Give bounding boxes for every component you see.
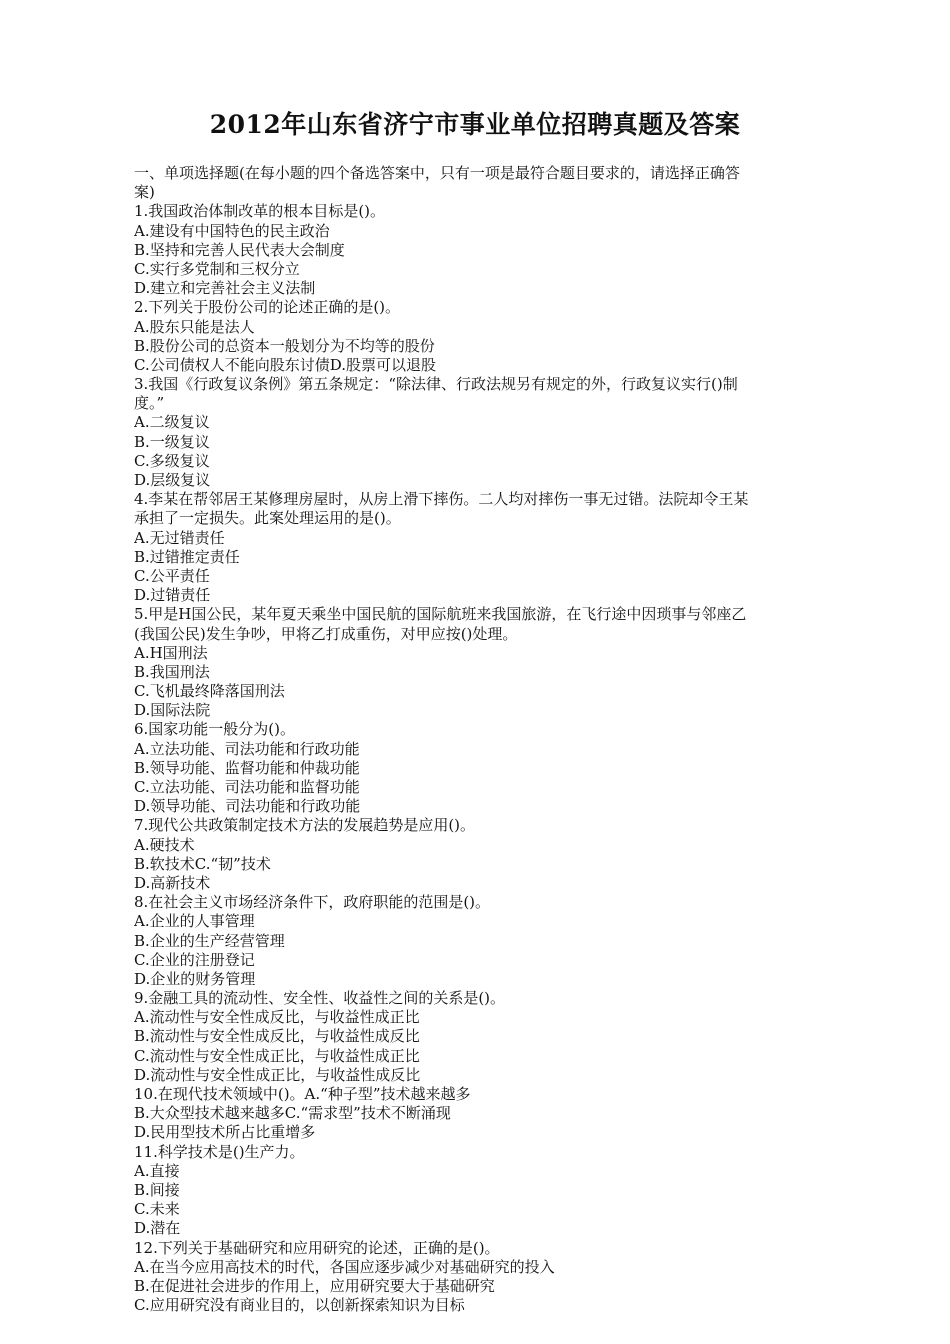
text-line: D.国际法院	[134, 701, 211, 720]
text-line: 4.李某在帮邻居王某修理房屋时，从房上滑下摔伤。二人均对摔伤一事无过错。法院却令王某	[134, 490, 749, 509]
text-line: C.公司债权人不能向股东讨债D.股票可以退股	[134, 355, 436, 374]
text-line: A.在当今应用高技术的时代，各国应逐步减少对基础研究的投入	[134, 1257, 555, 1276]
text-line: 10.在现代技术领域中()。A.“种子型”技术越来越多	[134, 1085, 471, 1103]
text-line: 12.下列关于基础研究和应用研究的论述，正确的是()。	[134, 1238, 500, 1257]
text-line: C.公平责任	[134, 566, 210, 585]
text-line: C.应用研究没有商业目的，以创新探索知识为目标	[134, 1296, 465, 1315]
text-line: 8.在社会主义市场经济条件下，政府职能的范围是()。	[134, 893, 491, 912]
text-line: A.企业的人事管理	[134, 912, 255, 931]
text-line: 3.我国《行政复议条例》第五条规定：“除法律、行政法规另有规定的外，行政复议实行()制	[134, 375, 738, 394]
text-line: A.立法功能、司法功能和行政功能	[134, 739, 360, 758]
text-line: C.飞机最终降落国刑法	[134, 682, 285, 701]
text-line: 度。”	[134, 394, 165, 413]
text-line: A.硬技术	[134, 835, 195, 854]
text-line: B.我国刑法	[134, 662, 210, 681]
text-line: 6.国家功能一般分为()。	[134, 720, 296, 739]
document-title: 2012年山东省济宁市事业单位招聘真题及答案	[209, 110, 741, 139]
text-line: B.领导功能、监督功能和仲裁功能	[134, 758, 360, 777]
text-line: C.立法功能、司法功能和监督功能	[134, 778, 360, 796]
text-line: A.直接	[134, 1161, 180, 1180]
text-line: A.二级复议	[134, 413, 210, 432]
text-line: B.企业的生产经营管理	[134, 931, 285, 950]
text-line: B.大众型技术越来越多C.“需求型”技术不断涌现	[134, 1104, 451, 1123]
text-line: 案)	[134, 183, 155, 202]
text-line: 5.甲是H国公民，某年夏天乘坐中国民航的国际航班来我国旅游，在飞行途中因琐事与邻座乙	[134, 605, 747, 624]
text-line: D.高新技术	[134, 873, 211, 892]
text-line: C.实行多党制和三权分立	[134, 259, 300, 278]
text-line: 7.现代公共政策制定技术方法的发展趋势是应用()。	[134, 816, 476, 835]
text-line: 1.我国政治体制改革的根本目标是()。	[134, 202, 386, 221]
text-line: B.软技术C.“韧”技术	[134, 854, 271, 873]
text-line: C.多级复议	[134, 451, 210, 470]
text-line: A.无过错责任	[134, 528, 225, 547]
text-line: C.企业的注册登记	[134, 950, 255, 969]
text-line: B.过错推定责任	[134, 547, 240, 566]
text-line: B.股份公司的总资本一般划分为不均等的股份	[134, 336, 435, 355]
text-line: 一、单项选择题(在每小题的四个备选答案中，只有一项是最符合题目要求的，请选择正确答	[134, 164, 740, 182]
text-line: A.股东只能是法人	[134, 317, 255, 336]
text-line: D.民用型技术所占比重增多	[134, 1123, 316, 1142]
text-line: B.在促进社会进步的作用上，应用研究要大于基础研究	[134, 1276, 495, 1295]
text-line: A.建设有中国特色的民主政治	[134, 221, 330, 240]
text-line: B.流动性与安全性成反比，与收益性成反比	[134, 1027, 420, 1046]
text-line: D.企业的财务管理	[134, 969, 256, 988]
text-line: (我国公民)发生争吵，甲将乙打成重伤，对甲应按()处理。	[134, 624, 518, 643]
text-line: 11.科学技术是()生产力。	[134, 1142, 305, 1161]
text-line: C.未来	[134, 1200, 180, 1219]
text-line: D.建立和完善社会主义法制	[134, 279, 316, 298]
document-body	[134, 164, 824, 1315]
text-line: B.坚持和完善人民代表大会制度	[134, 240, 345, 259]
text-line: D.领导功能、司法功能和行政功能	[134, 797, 361, 816]
text-line: D.层级复议	[134, 471, 211, 489]
text-line: D.流动性与安全性成正比，与收益性成反比	[134, 1065, 421, 1084]
text-line: 承担了一定损失。此案处理运用的是()。	[134, 509, 401, 528]
text-line: A.流动性与安全性成反比，与收益性成正比	[134, 1008, 420, 1027]
text-line: D.潜在	[134, 1219, 181, 1238]
text-line: B.间接	[134, 1180, 180, 1199]
text-line: C.流动性与安全性成正比，与收益性成正比	[134, 1046, 420, 1065]
text-line: D.过错责任	[134, 586, 211, 605]
text-line: A.H国刑法	[134, 643, 208, 662]
text-line: 9.金融工具的流动性、安全性、收益性之间的关系是()。	[134, 989, 506, 1008]
text-line: 2.下列关于股份公司的论述正确的是()。	[134, 298, 401, 317]
text-line: B.一级复议	[134, 432, 210, 451]
